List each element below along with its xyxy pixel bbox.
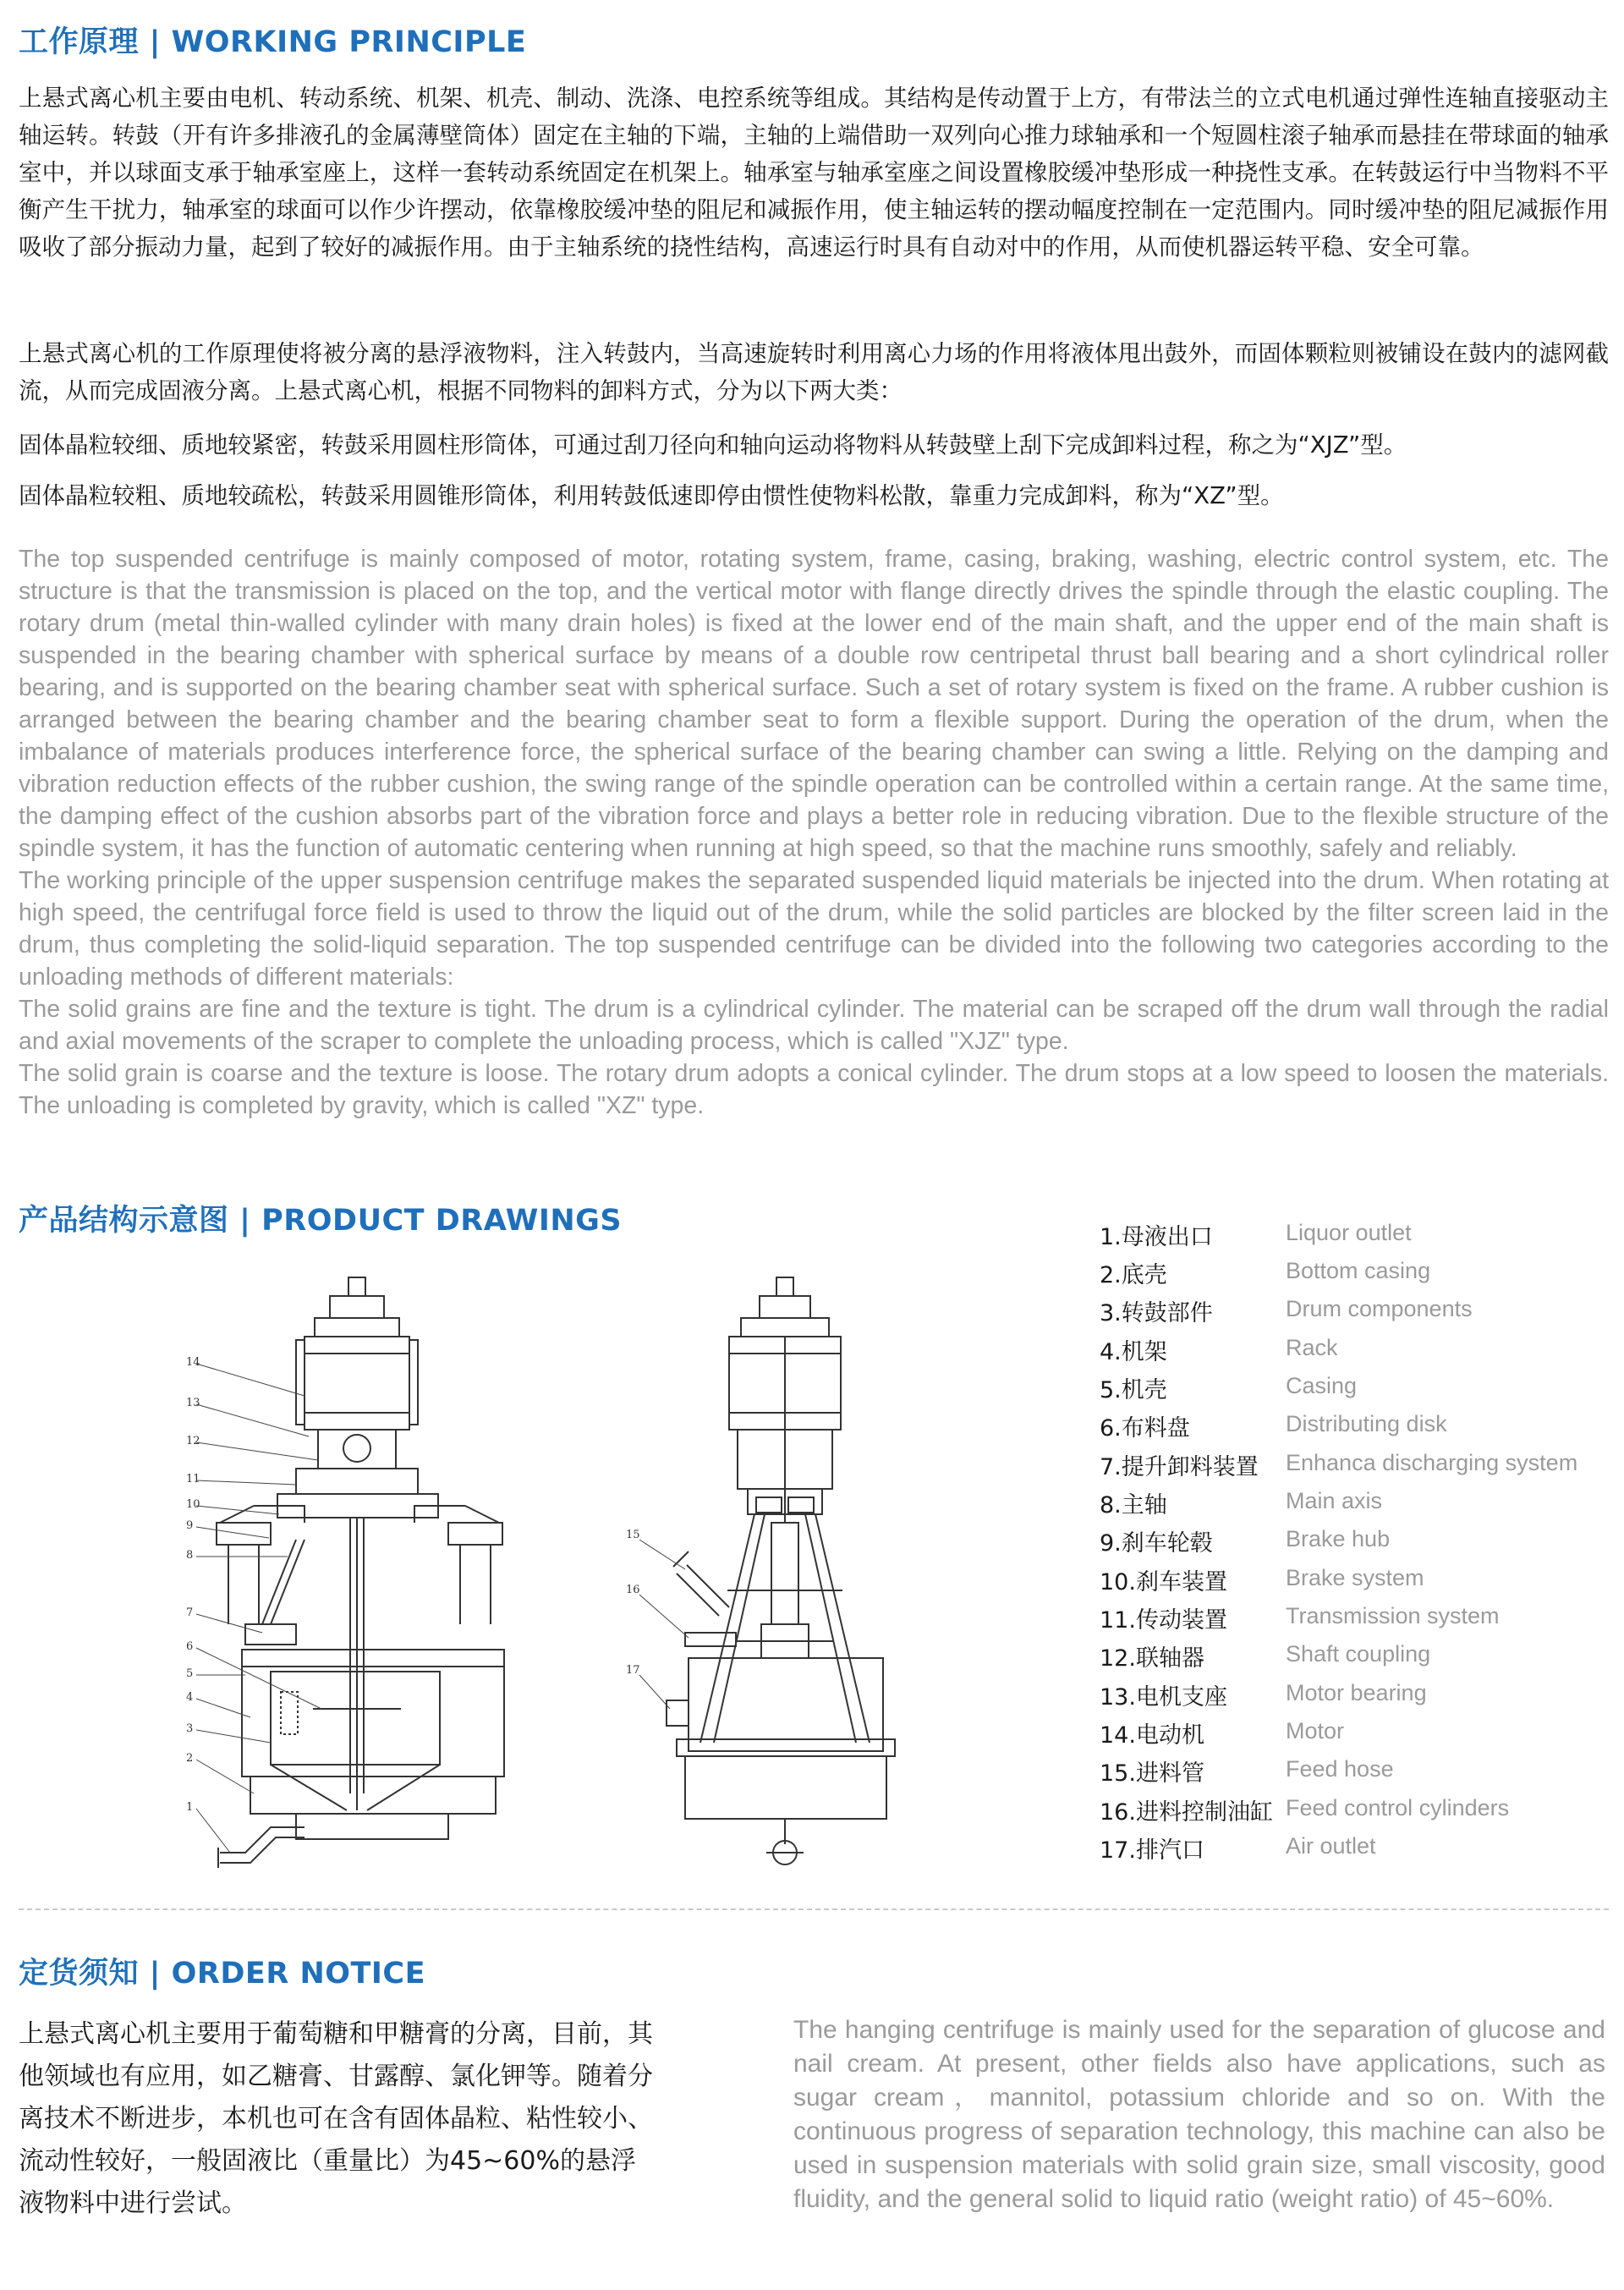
legend-en: Drum components [1286, 1296, 1473, 1321]
callout-label: 8 [186, 1549, 194, 1562]
legend-cn: 14.电动机 [1100, 1722, 1204, 1749]
legend-en: Main axis [1286, 1488, 1383, 1513]
callout-label: 11 [186, 1473, 200, 1485]
legend-en: Air outlet [1286, 1833, 1376, 1859]
legend-cn: 1.母液出口 [1100, 1224, 1213, 1250]
legend-en: Motor [1286, 1718, 1345, 1744]
working-principle-title: 工作原理 | WORKING PRINCIPLE [19, 25, 527, 59]
en-paragraph-structure: The top suspended centrifuge is mainly composed of motor, rotating system, frame, casing, braking, washing, electric control system, etc. The structure is that the transmission is placed on the top, and the vertical motor with flange directly drives the spindle through the elastic coupling. The rotary drum (metal thin-walled cylinder with many drain holes) is fixed at the lower end of the main shaft, and the upper end of the main shaft is suspended in the bearing chamber with spherical surface by means of a double row centripetal thrust ball bearing and a short cylindrical roller bearing, and is supported on the bearing chamber seat with spherical surface. Such a set of rotary system is fixed on the frame. A rubber cushion is arranged between the bearing chamber and the bearing chamber seat to form a flexible support. During the operation of the drum, when the imbalance of materials produces interference force, the spherical surface of the bearing chamber can swing a little. Relying on the damping and vibration reduction effects of the rubber cushion, the swing range of the spindle operation can be controlled within a certain range. At the same time, the damping effect of the cushion absorbs part of the vibration force and plays a better role in reducing vibration. Due to the flexible structure of the spindle system, it has the function of automatic centering when running at high speed, so that the machine runs smoothly, safely and reliably. [19, 546, 1609, 862]
legend-item [1100, 1448, 1607, 1485]
callout-label: 6 [186, 1640, 194, 1653]
legend-item [1100, 1563, 1607, 1601]
centrifuge-drawing [169, 1269, 1015, 1878]
legend-item [1100, 1755, 1607, 1792]
callout-label: 5 [186, 1667, 194, 1680]
legend-cn: 3.转鼓部件 [1100, 1300, 1213, 1326]
legend-item [1100, 1486, 1607, 1524]
legend-en: Distributing disk [1286, 1411, 1447, 1436]
callout-label: 4 [186, 1691, 194, 1704]
legend-item [1100, 1639, 1607, 1677]
legend-item [1100, 1371, 1607, 1409]
legend-en: Enhanca discharging system [1286, 1450, 1578, 1475]
legend-en: Feed control cylinders [1286, 1795, 1510, 1820]
cn-paragraph-xz: 固体晶粒较粗、质地较疏松，转鼓采用圆锥形筒体，利用转鼓低速即停由惯性使物料松散，靠重力完成卸料，称为“XZ”型。 [19, 482, 1284, 509]
legend-en: Shaft coupling [1286, 1641, 1431, 1667]
legend-item [1100, 1793, 1607, 1831]
en-paragraph-xz: The solid grain is coarse and the texture is loose. The rotary drum adopts a conical cylinder. The drum stops at a low speed to loosen the materials. The unloading is completed by gravity, which is called "XZ" type. [19, 1060, 1609, 1119]
legend-item [1100, 1716, 1607, 1754]
legend-cn: 12.联轴器 [1100, 1645, 1204, 1672]
legend-cn: 4.机架 [1100, 1339, 1167, 1365]
legend-item [1100, 1678, 1607, 1716]
legend-en: Feed hose [1286, 1756, 1394, 1782]
legend-cn: 17.排汽口 [1100, 1837, 1204, 1864]
en-paragraph-xjz: The solid grains are fine and the texture is tight. The drum is a cylindrical cylinder. The material can be scraped off the drum wall through the radial and axial movements of the scraper to complete the unloading process, which is called "XJZ" type. [19, 996, 1609, 1055]
legend-cn: 7.提升卸料装置 [1100, 1454, 1259, 1480]
legend-item [1100, 1333, 1607, 1370]
legend-item [1100, 1294, 1607, 1332]
callout-label: 10 [186, 1498, 200, 1511]
legend-item [1100, 1601, 1607, 1639]
callout-label: 7 [186, 1606, 194, 1619]
callout-label: 2 [186, 1752, 194, 1765]
cn-paragraph-structure: 上悬式离心机主要由电机、转动系统、机架、机壳、制动、洗涤、电控系统等组成。其结构是传动置于上方，有带法兰的立式电机通过弹性连轴直接驱动主轴运转。转鼓（开有许多排液孔的金属薄壁筒体）固定在主轴的下端，主轴的上端借助一双列向心推力球轴承和一个短圆柱滚子轴承而悬挂在带球面的轴承室中，并以球面支承于轴承室座上，这样一套转动系统固定在机架上。轴承室与轴承室座之间设置橡胶缓冲垫形成一种挠性支承。在转鼓运行中当物料不平衡产生干扰力，轴承室的球面可以作少许摆动，依靠橡胶缓冲垫的阻尼和减振作用，使主轴运转的摆动幅度控制在一定范围内。同时缓冲垫的阻尼减振作用吸收了部分振动力量，起到了较好的减振作用。由于主轴系统的挠性结构，高速运行时具有自动对中的作用，从而使机器运转平稳、安全可靠。 [19, 85, 1609, 261]
legend-cn: 5.机壳 [1100, 1377, 1167, 1403]
english-translation [19, 543, 1609, 1122]
legend-cn: 13.电机支座 [1100, 1684, 1227, 1711]
legend-en: Casing [1286, 1373, 1358, 1398]
legend-en: Motor bearing [1286, 1680, 1427, 1705]
legend-cn: 2.底壳 [1100, 1262, 1167, 1288]
callout-label: 17 [626, 1664, 640, 1677]
legend-en: Bottom casing [1286, 1258, 1431, 1283]
callout-label: 15 [626, 1529, 640, 1541]
callout-label: 9 [186, 1519, 194, 1532]
legend-en: Brake system [1286, 1565, 1424, 1590]
section-divider [19, 1908, 1609, 1910]
callout-label: 14 [186, 1356, 200, 1369]
callout-label: 1 [186, 1801, 194, 1814]
product-drawings-title: 产品结构示意图 | PRODUCT DRAWINGS [19, 1204, 623, 1238]
legend-cn: 8.主轴 [1100, 1492, 1167, 1518]
cn-paragraph-xjz: 固体晶粒较细、质地较紧密，转鼓采用圆柱形筒体，可通过刮刀径向和轴向运动将物料从转鼓壁上刮下完成卸料过程，称之为“XJZ”型。 [19, 431, 1407, 459]
legend-item [1100, 1409, 1607, 1447]
legend-en: Transmission system [1286, 1603, 1500, 1628]
legend-en: Liquor outlet [1286, 1220, 1412, 1245]
legend-cn: 15.进料管 [1100, 1760, 1204, 1787]
order-notice-title: 定货须知 | ORDER NOTICE [19, 1957, 425, 1991]
legend-cn: 10.刹车装置 [1100, 1569, 1227, 1595]
legend-item [1100, 1256, 1607, 1293]
legend-item [1100, 1218, 1607, 1255]
legend-cn: 11.传动装置 [1100, 1607, 1227, 1634]
callout-label: 12 [186, 1435, 200, 1447]
legend-cn: 6.布料盘 [1100, 1415, 1190, 1442]
callout-label: 16 [626, 1584, 640, 1596]
callout-label: 3 [186, 1722, 194, 1735]
legend-cn: 16.进料控制油缸 [1100, 1799, 1273, 1826]
legend-item [1100, 1831, 1607, 1869]
order-notice-en: The hanging centrifuge is mainly used for the separation of glucose and nail cream. At present, other fields also have applications, such as sugar cream，mannitol, potassium chloride and so on. With the continuous progress of separation technology, this machine can also be used in suspension materials with solid grain size, small viscosity, good fluidity, and the general solid to liquid ratio (weight ratio) of 45~60%. [793, 2016, 1605, 2213]
legend-item [1100, 1524, 1607, 1562]
en-paragraph-principle: The working principle of the upper suspension centrifuge makes the separated suspended liquid materials be injected into the drum. When rotating at high speed, the centrifugal force field is used to throw the liquid out of the drum, while the solid particles are blocked by the filter screen laid in the drum, thus completing the solid-liquid separation. The top suspended centrifuge can be divided into the following two categories according to the unloading methods of different materials: [19, 867, 1609, 991]
cn-paragraph-principle: 上悬式离心机的工作原理使将被分离的悬浮液物料，注入转鼓内，当高速旋转时利用离心力场的作用将液体甩出鼓外，而固体颗粒则被铺设在鼓内的滤网截流，从而完成固液分离。上悬式离心机，根据不同物料的卸料方式，分为以下两大类： [19, 340, 1609, 404]
legend-en: Rack [1286, 1335, 1338, 1360]
order-notice-cn: 上悬式离心机主要用于葡萄糖和甲糖膏的分离，目前，其他领域也有应用，如乙糖膏、甘露醇、氯化钾等。随着分离技术不断进步，本机也可在含有固体晶粒、粘性较小、流动性较好，一般固液比（重量比）为45~60%的悬浮液物料中进行尝试。 [19, 2019, 653, 2218]
legend-cn: 9.刹车轮毂 [1100, 1530, 1213, 1557]
callout-label: 13 [186, 1397, 200, 1409]
legend-en: Brake hub [1286, 1526, 1391, 1551]
